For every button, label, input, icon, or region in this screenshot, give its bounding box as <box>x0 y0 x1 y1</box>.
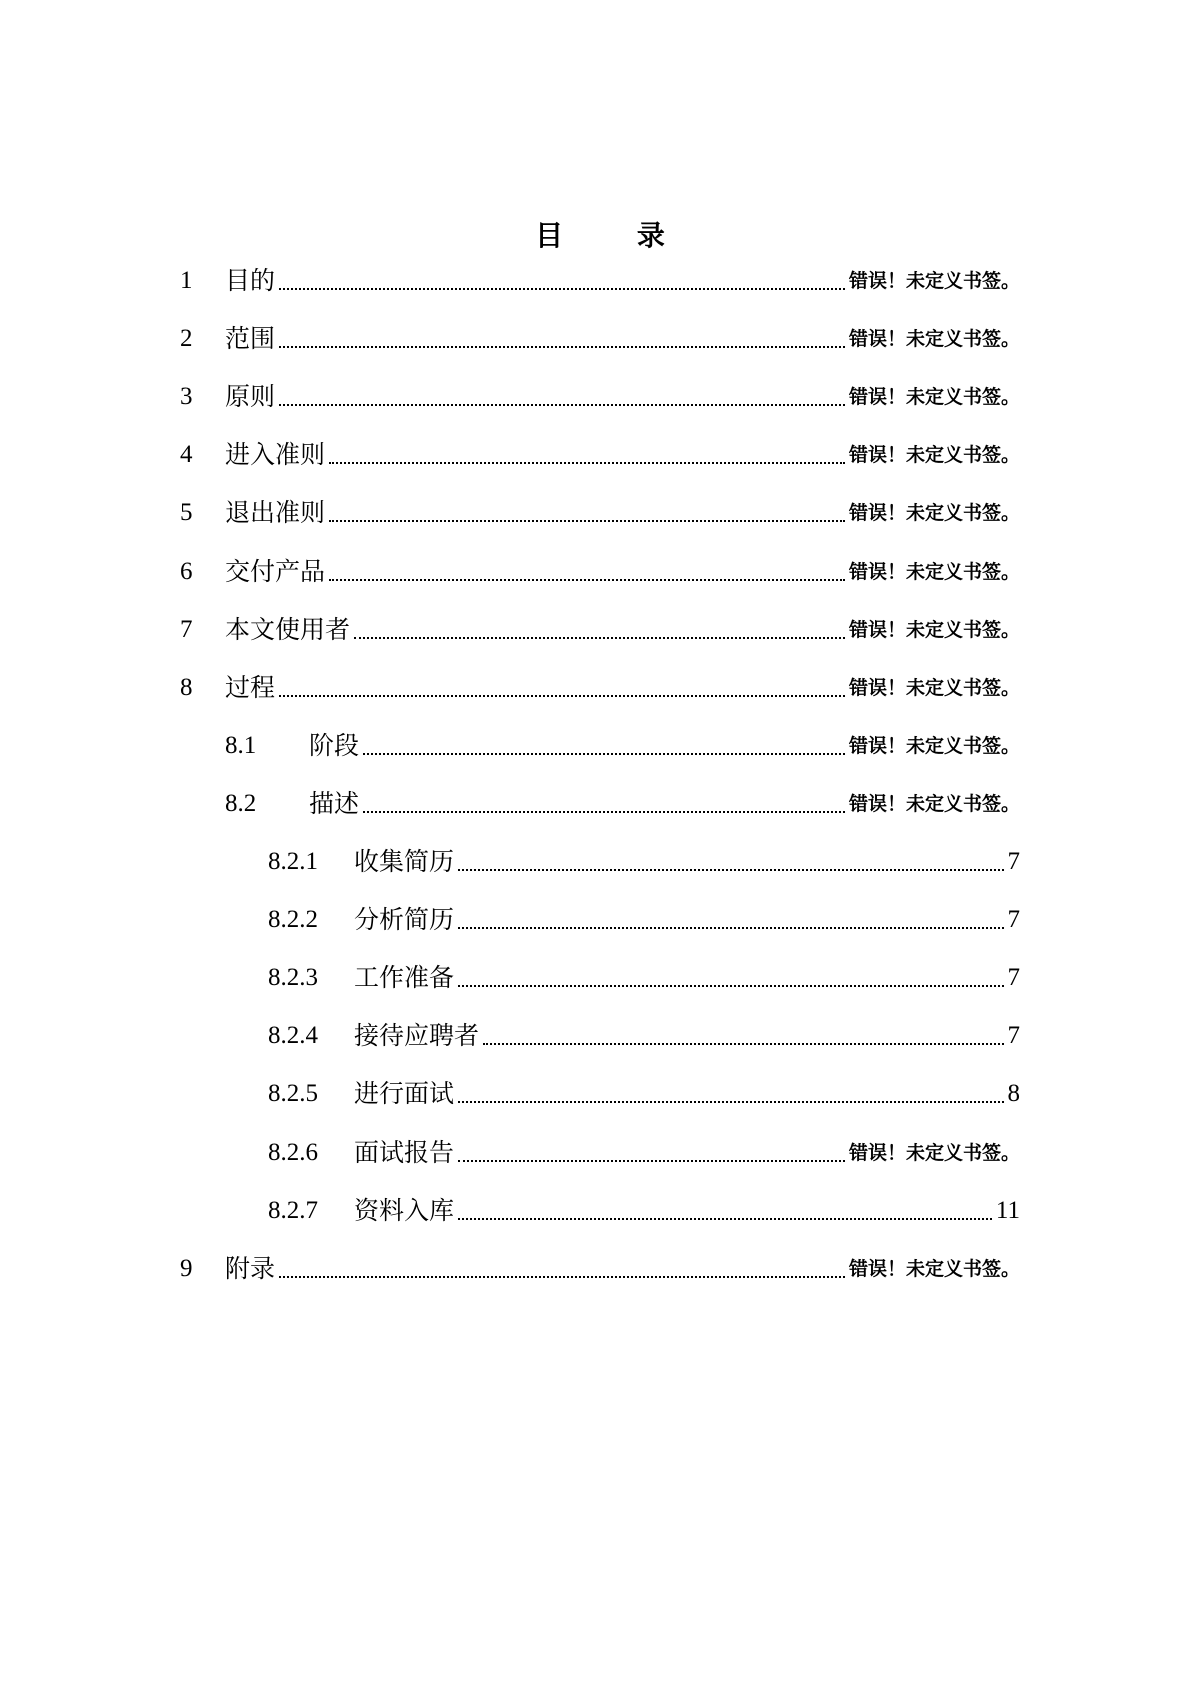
toc-dot-leader <box>458 1074 1003 1114</box>
toc-dot-leader <box>279 668 845 708</box>
toc-dot-leader <box>458 842 1003 882</box>
toc-entry-title: 收集简历 <box>354 847 455 876</box>
toc-entry-title: 交付产品 <box>225 557 326 586</box>
toc-entry-title: 资料入库 <box>354 1196 455 1225</box>
toc-entry-page-error: 错误！未定义书签。 <box>848 444 1020 466</box>
toc-entry[interactable] <box>180 1249 1020 1289</box>
toc-entry-number: 9 <box>180 1255 193 1282</box>
toc-entry-number: 6 <box>180 558 193 585</box>
toc-entry-page-error: 错误！未定义书签。 <box>848 735 1020 757</box>
toc-entry-number: 8.2.4 <box>268 1022 318 1049</box>
toc-entry[interactable] <box>268 1133 1020 1173</box>
toc-entry-page-error: 错误！未定义书签。 <box>848 677 1020 699</box>
toc-entry-number: 8.2.2 <box>268 906 318 933</box>
toc-dot-leader <box>458 1191 992 1231</box>
toc-entry-number: 1 <box>180 267 193 294</box>
toc-entry[interactable] <box>268 900 1020 940</box>
toc-entry-page-error: 错误！未定义书签。 <box>848 502 1020 524</box>
toc-entry-title: 附录 <box>225 1254 276 1283</box>
toc-entry-number: 8.1 <box>225 732 257 759</box>
toc-entry-page-error: 错误！未定义书签。 <box>848 386 1020 408</box>
toc-entry[interactable] <box>180 552 1020 592</box>
toc-entry-page-number: 11 <box>995 1197 1020 1224</box>
toc-entry[interactable] <box>180 377 1020 417</box>
toc-dot-leader <box>279 1249 845 1289</box>
toc-entry-title: 工作准备 <box>354 963 455 992</box>
toc-entry-number: 8 <box>180 674 193 701</box>
toc-entry[interactable] <box>180 319 1020 359</box>
toc-dot-leader <box>329 493 845 533</box>
toc-entry-number: 8.2.3 <box>268 964 318 991</box>
toc-entry[interactable] <box>268 1016 1020 1056</box>
toc-dot-leader <box>483 1016 1003 1056</box>
toc-entry-page-error: 错误！未定义书签。 <box>848 1258 1020 1280</box>
toc-entry-page-error: 错误！未定义书签。 <box>848 328 1020 350</box>
toc-dot-leader <box>458 900 1003 940</box>
toc-entry-number: 4 <box>180 441 193 468</box>
toc-entry-number: 8.2.7 <box>268 1197 318 1224</box>
toc-entry-page-error: 错误！未定义书签。 <box>848 270 1020 292</box>
toc-entry[interactable] <box>268 958 1020 998</box>
toc-entry[interactable] <box>225 784 1020 824</box>
toc-entry-page-error: 错误！未定义书签。 <box>848 1142 1020 1164</box>
toc-dot-leader <box>329 435 845 475</box>
toc-entry-number: 8.2.1 <box>268 848 318 875</box>
toc-entry[interactable] <box>180 610 1020 650</box>
toc-entry-number: 8.2.6 <box>268 1139 318 1166</box>
toc-entry-page-number: 7 <box>1007 964 1020 991</box>
toc-entry-page-number: 8 <box>1007 1080 1020 1107</box>
toc-entry-title: 面试报告 <box>354 1138 455 1167</box>
toc-entry-title: 描述 <box>309 789 360 818</box>
toc-dot-leader <box>329 552 845 592</box>
toc-entry-title: 本文使用者 <box>225 615 351 644</box>
toc-entry-number: 3 <box>180 383 193 410</box>
toc-entry-title: 过程 <box>225 673 276 702</box>
toc-entry-title: 范围 <box>225 324 276 353</box>
toc-entry-number: 8.2.5 <box>268 1080 318 1107</box>
toc-title: 目 录 <box>535 219 697 252</box>
toc-entry-page-number: 7 <box>1007 906 1020 933</box>
toc-entry-number: 8.2 <box>225 790 257 817</box>
toc-entry-page-error: 错误！未定义书签。 <box>848 619 1020 641</box>
toc-entry-number: 5 <box>180 499 193 526</box>
toc-entry[interactable] <box>268 1074 1020 1114</box>
toc-dot-leader <box>458 1133 845 1173</box>
toc-entry[interactable] <box>180 668 1020 708</box>
toc-entry-number: 7 <box>180 616 193 643</box>
toc-entry[interactable] <box>268 842 1020 882</box>
toc-dot-leader <box>458 958 1003 998</box>
toc-entry-page-number: 7 <box>1007 1022 1020 1049</box>
toc-entry-number: 2 <box>180 325 193 352</box>
toc-dot-leader <box>279 377 845 417</box>
toc-entry[interactable] <box>180 493 1020 533</box>
toc-entry-title: 进行面试 <box>354 1079 455 1108</box>
toc-dot-leader <box>363 784 845 824</box>
toc-entry[interactable] <box>225 726 1020 766</box>
toc-entry-title: 退出准则 <box>225 498 326 527</box>
toc-entry-title: 接待应聘者 <box>354 1021 480 1050</box>
toc-entry-page-error: 错误！未定义书签。 <box>848 793 1020 815</box>
toc-dot-leader <box>363 726 845 766</box>
toc-dot-leader <box>354 610 845 650</box>
toc-entry[interactable] <box>268 1191 1020 1231</box>
toc-entry-title: 目的 <box>225 266 276 295</box>
toc-entry-page-error: 错误！未定义书签。 <box>848 561 1020 583</box>
toc-dot-leader <box>279 261 845 301</box>
toc-entry-title: 原则 <box>225 382 276 411</box>
toc-entry[interactable] <box>180 435 1020 475</box>
toc-dot-leader <box>279 319 845 359</box>
toc-entry-title: 阶段 <box>309 731 360 760</box>
toc-entry-page-number: 7 <box>1007 848 1020 875</box>
toc-entry[interactable] <box>180 261 1020 301</box>
toc-entry-title: 分析简历 <box>354 905 455 934</box>
toc-entry-title: 进入准则 <box>225 440 326 469</box>
